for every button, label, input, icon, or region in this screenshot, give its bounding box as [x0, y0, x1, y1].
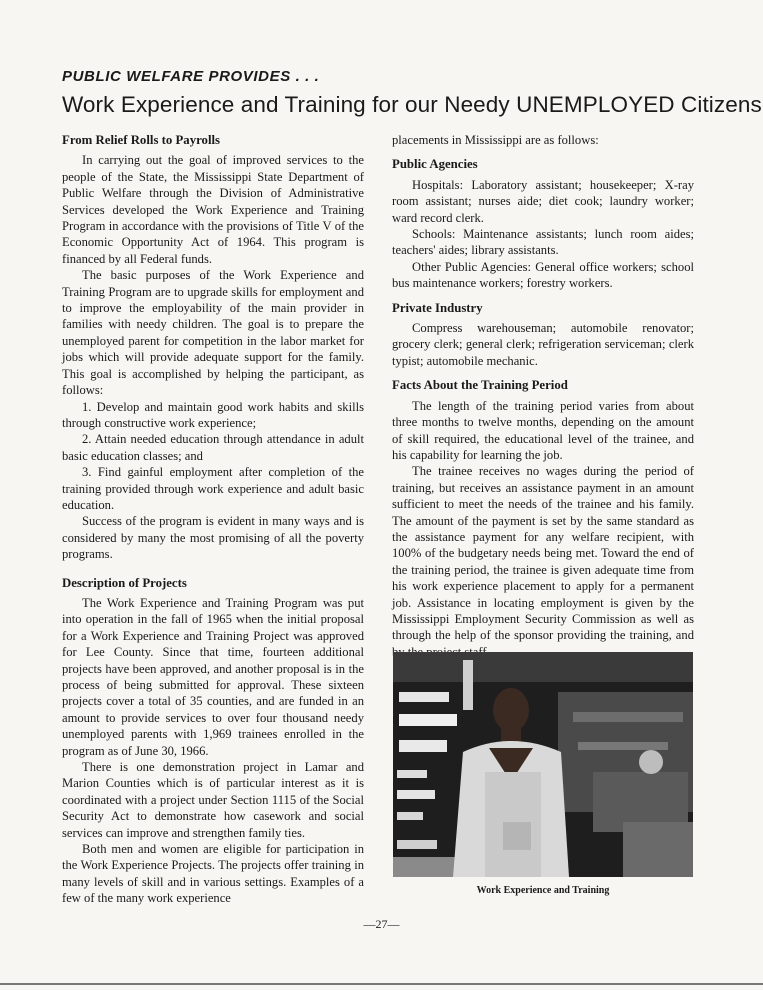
facts-paragraph-2: The trainee receives no wages during the period of training, but receives an assistance payment in an amount sufficient to meet the needs of the trainee and his family. The amount of the payment is set by the same standard as the assistance payment for any welfare recipient, with 100% of the budgetary needs being met. Toward the end of the training period, the trainee is given adequate time from his work experience placement to apply for a permanent job. Assistance in locating employment is given by the Mississippi Employment Security Commission as well as through the help of the sponsor providing the training, and [392, 464, 694, 643]
right-column [392, 132, 694, 660]
public-agencies-other: Other Public Agencies: General office workers; school bus maintenance workers; forestry workers. [392, 259, 694, 291]
trainee-photo-illustration [393, 652, 693, 877]
heading-relief: From Relief Rolls to Payrolls [62, 133, 221, 147]
relief-paragraph-2: The basic purposes of the Work Experience and Training Program are to upgrade skills for employment and to improve the employability of the main provider in families with needy children. The goal is to prepare the unemployed parent for competition in the labor market for jobs which will provide adequate support for the family. This goal is accomplished by helping the participant, as follows: [62, 268, 364, 398]
facts-paragraph-1: The length of the training period varies from about three months to twelve months, depending on the amount of skill required, the educational level of the trainee, and his capability for learning the job. [392, 398, 694, 462]
relief-item-3: 3. Find gainful employment after completion of the training provided through work experience and adult basic education. [62, 465, 364, 512]
private-industry-paragraph: Compress warehouseman; automobile renovator; grocery clerk; general clerk; refrigeration serviceman; clerk typist; automobile mechanic. [392, 321, 694, 368]
relief-paragraph-1: In carrying out the goal of improved services to the people of the State, the Mississippi State Department of Public Welfare through the Division of Administrative Services developed the Work Experience and Training Program in accordance with the provisions of Title V of the Economic Opportunity Act of 1964. This program is financed by all Federal funds. [62, 153, 364, 266]
heading-private-industry: Private Industry [392, 300, 483, 315]
projects-paragraph-3: Both men and women are eligible for participation in the Work Experience Projects. The projects offer training in many levels of skill and in various settings. Examples of a few of the many work experience [62, 842, 364, 906]
public-agencies-hospitals: Hospitals: Laboratory assistant; housekeeper; X-ray room assistant; nurses aide; diet cook; laundry worker; ward record clerk. [392, 177, 694, 225]
public-agencies-schools: Schools: Maintenance assistants; lunch room aides; teachers' aides; library assistants. [392, 227, 694, 258]
heading-public-agencies: Public Agencies [392, 157, 478, 172]
projects-paragraph-3-continued: placements in Mississippi are as follows: [392, 133, 599, 147]
section-kicker: PUBLIC WELFARE PROVIDES . . . [62, 68, 320, 85]
page-number: —27— [363, 917, 400, 931]
trainee-photo [393, 652, 693, 877]
projects-paragraph-2: There is one demonstration project in Lamar and Marion Counties which is of particular interest as it is coordinated with a project under Section 1115 of the Social Security Act to demonstrate how casework and social services can improve and strengthen family ties. [62, 760, 364, 840]
projects-paragraph-1: The Work Experience and Training Program was put into operation in the fall of 1965 when the initial proposal for a Work Experience and Training Project was approved for Lee County. Since that time, fourteen additional projects have been approved, and another proposal is in the process of being submitted for approval. These sixteen projects cover a total of 35 counties, and are funded in an amount to provide services to over four thousand needy unemployed parents with 1,969 trainees enrolled in the program as of June 30, 1966. [62, 595, 364, 758]
relief-paragraph-3: Success of the program is evident in many ways and is considered by many the most promising of all the poverty programs. [62, 514, 364, 562]
left-column [62, 132, 364, 907]
bottom-rule [0, 983, 763, 985]
heading-facts: Facts About the Training Period [392, 378, 568, 393]
relief-item-1: 1. Develop and maintain good work habits and skills through constructive work experience; [62, 399, 364, 430]
page-title: Work Experience and Training for our Needy UNEMPLOYED Citizens [62, 92, 762, 117]
heading-projects: Description of Projects [62, 575, 187, 590]
relief-item-2: 2. Attain needed education through attendance in adult basic education classes; and [62, 432, 364, 463]
photo-caption: Work Experience and Training [476, 885, 610, 896]
